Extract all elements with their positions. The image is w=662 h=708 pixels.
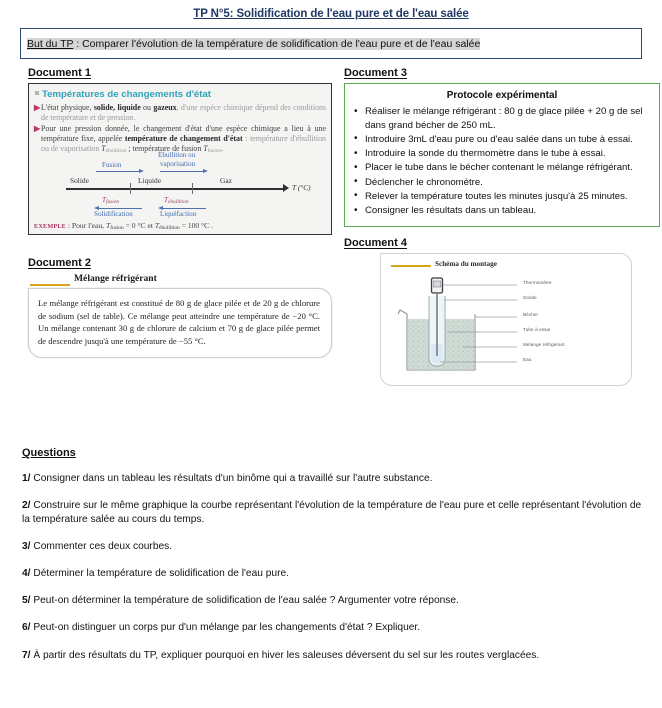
document-3-card <box>344 83 660 227</box>
temp-fusion-T: T <box>102 196 106 205</box>
document-1-title: Températures de changements d'état <box>42 89 326 100</box>
d1-p2-T1: T <box>101 144 106 154</box>
protocol-step: • Consigner les résultats dans un tableau. <box>352 204 652 218</box>
question-number: 7/ <box>22 649 31 661</box>
callout-eau: Eau <box>523 357 532 363</box>
protocol-step: • Relever la température toutes les minutes jusqu'à 25 minutes. <box>352 190 652 204</box>
arrow-label-fusion: Fusion <box>102 161 122 170</box>
goal-banner <box>20 28 642 59</box>
d1-p2-e: ; température de fusion <box>126 144 204 154</box>
callout-melange-refrigerant: Mélange réfrigérant <box>523 342 565 348</box>
goal-text-highlight <box>27 38 480 50</box>
axis-unit-label: T (°C) <box>292 183 311 193</box>
arrow-solidification <box>98 208 142 209</box>
gold-accent-rule <box>30 284 70 286</box>
document-4-label: Document 4 <box>344 237 407 250</box>
d1-p1-e: , d'une espèce chimique dépend des conditions de température et de pression. <box>41 103 327 123</box>
callout-tube-a-essai: Tube à essai <box>523 327 551 333</box>
state-label-gas: Gaz <box>220 176 232 186</box>
protocol-step-list <box>352 105 652 218</box>
d1-p2-sub2: fusion <box>207 148 222 155</box>
state-label-solid: Solide <box>70 176 89 186</box>
protocol-step: • Introduire la sonde du thermomètre dans le tube à essai. <box>352 147 652 161</box>
callout-becher: Bécher <box>523 312 539 318</box>
document-4-heading <box>435 260 625 268</box>
example-c: = 100 °C . <box>179 221 214 231</box>
question-number: 2/ <box>22 500 31 512</box>
arrow-vaporisation <box>160 171 204 172</box>
questions-heading: Questions <box>22 447 76 459</box>
d1-p2-g: . <box>221 144 224 154</box>
question-text: Peut-on distinguer un corps pur d'un mélange par les changements d'état ? Expliquer. <box>33 622 421 634</box>
protocol-step: • Réaliser le mélange réfrigérant : 80 g de glace pilée + 20 g de sel dans grand bécher de 250 mL. <box>352 105 652 132</box>
d1-p1-b: solide, liquide <box>93 103 141 112</box>
example-T1-sub: fusion <box>110 225 124 232</box>
d1-p2-b: température de changement d'état <box>124 134 243 144</box>
protocol-step: • Introduire 3mL d'eau pure ou d'eau salée dans un tube à essai. <box>352 133 652 147</box>
page-title: TP N°5: Solidification de l'eau pure et de l'eau salée <box>193 8 469 20</box>
axis-arrowhead-icon <box>283 184 289 192</box>
question-item <box>22 594 650 608</box>
axis-tick-fusion <box>130 183 131 194</box>
question-text: Commenter ces deux courbes. <box>33 541 173 553</box>
d1-p2-sub1: ébullition <box>105 148 127 155</box>
apparatus-schematic <box>387 270 625 378</box>
d1-p1-d: gazeux <box>153 103 177 112</box>
question-item <box>22 472 650 486</box>
question-text: Peut-on déterminer la température de solidification de l'eau salée ? Argumenter votre réponse. <box>33 595 459 607</box>
gold-accent-rule <box>391 265 431 267</box>
axis-line <box>66 188 284 189</box>
d1-p2-T2: T <box>203 144 208 154</box>
temp-ebullition-T: T <box>164 196 168 205</box>
question-item <box>22 499 650 527</box>
example-T1: T <box>105 221 111 231</box>
document-1-example <box>34 221 326 231</box>
arrow-label-vaporisation-line2: vaporisation <box>160 160 196 169</box>
arrow-fusion <box>96 171 140 172</box>
temp-fusion-sub: fusion <box>105 199 120 206</box>
d1-p2-a: Pour une pression donnée, le changement d'état d'une espèce chimique a lieu à une température fixe, appelée <box>41 124 326 144</box>
arrow-liquefaction <box>162 208 206 209</box>
goal-label: But du TP <box>27 38 74 50</box>
document-3-title: Protocole expérimental <box>446 90 558 101</box>
example-a: : Pour l'eau, <box>66 221 106 231</box>
example-b: = 0 °C et <box>123 221 155 231</box>
question-item <box>22 540 650 554</box>
example-tag: EXEMPLE <box>34 223 66 231</box>
state-label-liquid: Liquide <box>138 176 161 186</box>
state-change-axis-diagram <box>34 151 326 220</box>
document-2-card <box>28 288 332 358</box>
example-T2: T <box>154 221 160 231</box>
question-item <box>22 621 650 635</box>
question-item <box>22 567 650 581</box>
d1-p2-c: : température d'ébullition ou de vaporisation <box>41 134 326 154</box>
temp-fusion-symbol <box>102 196 119 205</box>
question-text: Consigner dans un tableau les résultats d'un binôme qui a travaillé sur l'autre substance. <box>33 473 433 484</box>
temp-ebullition-symbol <box>164 196 189 205</box>
protocol-step: • Placer le tube dans le bécher contenant le mélange réfrigérant. <box>352 161 652 175</box>
document-2-heading <box>74 273 332 284</box>
question-text: Construire sur le même graphique la courbe représentant l'évolution de la température de l'eau pure et celle représentant l'évolution de la température salée au cours du temps. <box>22 500 642 526</box>
document-2-label: Document 2 <box>28 257 91 270</box>
arrow-label-solidification: Solidification <box>94 210 133 219</box>
bullet-marker-icon: ▶ <box>34 124 41 134</box>
question-number: 3/ <box>22 541 31 553</box>
document-2-body: Le mélange réfrigérant est constitué de 80 g de glace pilée et de 20 g de chlorure de sodium (sel de table). Ce mélange peut atteindre une température de −20 °C. Un mélange contenant 30 g de chlorure de calcium et 70 g de glace pilée permet de descendre jusqu'à une température de −55 °C. <box>38 298 320 346</box>
document-1-card <box>28 83 332 235</box>
document-4-card <box>380 253 632 386</box>
example-T2-sub: ébullition <box>159 225 180 232</box>
question-number: 6/ <box>22 622 31 634</box>
document-4-heading-text: Schéma du montage <box>435 260 497 269</box>
d1-p1-a: L'état physique, <box>41 103 94 112</box>
question-item <box>22 649 650 663</box>
question-number: 1/ <box>22 473 31 484</box>
goal-description: : Comparer l'évolution de la température de solidification de l'eau pure et de l'eau salée <box>73 38 481 50</box>
temp-ebullition-sub: ébullition <box>167 199 189 206</box>
axis-tick-ebullition <box>192 183 193 194</box>
d1-p1-c: ou <box>140 103 154 112</box>
apparatus-svg <box>387 270 613 376</box>
document-2-heading-text: Mélange réfrigérant <box>74 273 157 285</box>
arrow-label-vaporisation-line1: Ébullition ou <box>158 151 196 160</box>
arrow-label-liquefaction: Liquéfaction <box>160 210 197 219</box>
callout-sonde: Sonde <box>523 295 537 301</box>
question-text: Déterminer la température de solidification de l'eau pure. <box>33 568 289 580</box>
document-3-label: Document 3 <box>344 67 407 79</box>
right-column <box>344 67 660 386</box>
question-text: À partir des résultats du TP, expliquer pourquoi en hiver les saleuses déversent du sel sur les routes verglacées. <box>33 649 540 661</box>
callout-thermometre: Thermomètre <box>523 280 552 286</box>
document-1-label: Document 1 <box>28 67 91 79</box>
protocol-step: • Déclencher le chronomètre. <box>352 176 652 190</box>
left-column <box>28 67 332 358</box>
questions-section <box>22 447 650 676</box>
bullet-marker-icon: ▶ <box>34 103 41 112</box>
question-number: 4/ <box>22 568 31 580</box>
document-1-paragraph-1 <box>34 103 326 123</box>
question-number: 5/ <box>22 595 31 607</box>
